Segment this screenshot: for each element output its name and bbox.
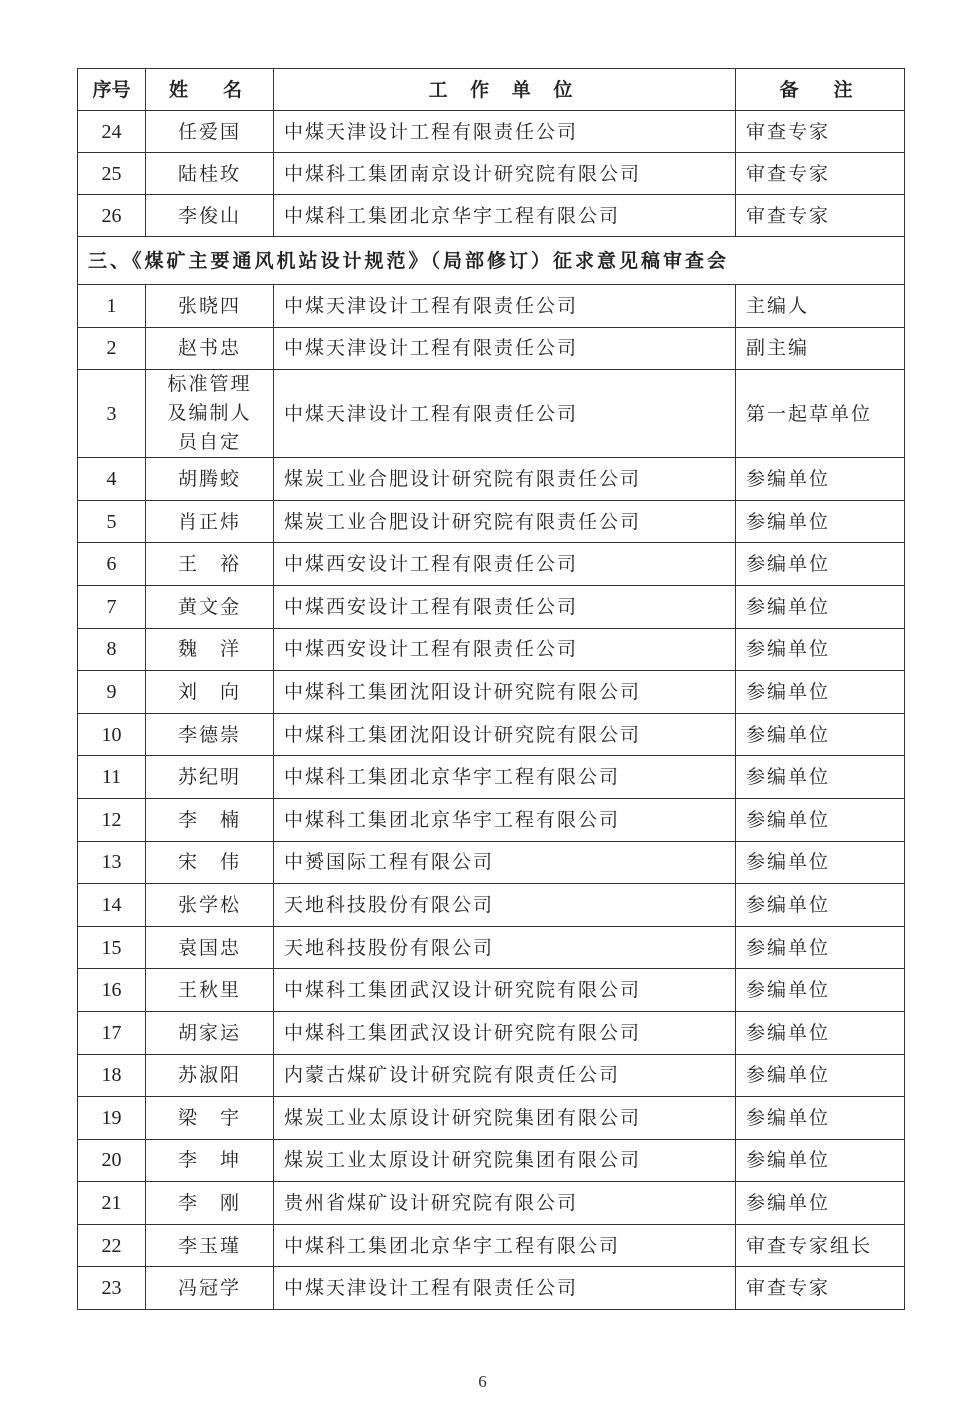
- row-name: 李俊山: [146, 195, 274, 237]
- row-note: 参编单位: [736, 884, 905, 927]
- row-number: 23: [78, 1267, 146, 1310]
- row-name: 任爱国: [146, 111, 274, 153]
- table-row: [78, 1011, 905, 1054]
- row-name: 张晓四: [146, 285, 274, 328]
- row-note: 参编单位: [736, 756, 905, 799]
- row-name: 李 刚: [146, 1182, 274, 1225]
- row-number: 24: [78, 111, 146, 153]
- row-name: 刘 向: [146, 671, 274, 714]
- table-row: [78, 926, 905, 969]
- row-unit: 中煤西安设计工程有限责任公司: [274, 585, 736, 628]
- row-number: 16: [78, 969, 146, 1012]
- row-note: 审查专家: [736, 111, 905, 153]
- participants-table: [77, 68, 905, 1310]
- table-row: [78, 327, 905, 370]
- page-number: 6: [478, 1372, 487, 1391]
- row-note: 审查专家: [736, 153, 905, 195]
- row-name: 袁国忠: [146, 926, 274, 969]
- table-row: [78, 585, 905, 628]
- table-row: [78, 458, 905, 501]
- table-row: [78, 1267, 905, 1310]
- table-row: [78, 1054, 905, 1097]
- row-name: [146, 370, 274, 458]
- row-note: 参编单位: [736, 1054, 905, 1097]
- row-note: 参编单位: [736, 585, 905, 628]
- table-row: [78, 671, 905, 714]
- row-unit: 煤炭工业太原设计研究院集团有限公司: [274, 1139, 736, 1182]
- row-note: 主编人: [736, 285, 905, 328]
- section-title: 三、《煤矿主要通风机站设计规范》（局部修订）征求意见稿审查会: [78, 237, 905, 285]
- row-note: 参编单位: [736, 458, 905, 501]
- row-number: 25: [78, 153, 146, 195]
- row-number: 12: [78, 798, 146, 841]
- row-name: 王 裕: [146, 543, 274, 586]
- row-note: 参编单位: [736, 1097, 905, 1140]
- table-row: [78, 285, 905, 328]
- table-row: [78, 153, 905, 195]
- row-unit: 贵州省煤矿设计研究院有限公司: [274, 1182, 736, 1225]
- row-name: 黄文金: [146, 585, 274, 628]
- row-name: 苏纪明: [146, 756, 274, 799]
- row-name: 冯冠学: [146, 1267, 274, 1310]
- row-note: 副主编: [736, 327, 905, 370]
- table-row: [78, 111, 905, 153]
- row-number: 19: [78, 1097, 146, 1140]
- row-number: 5: [78, 500, 146, 543]
- table-row: [78, 841, 905, 884]
- row-unit: 中煤天津设计工程有限责任公司: [274, 327, 736, 370]
- table-row: [78, 884, 905, 927]
- row-note: 参编单位: [736, 1139, 905, 1182]
- section-row: [78, 237, 905, 285]
- table-row: [78, 500, 905, 543]
- header-no: 序号: [78, 69, 146, 111]
- table-row: [78, 756, 905, 799]
- row-number: 21: [78, 1182, 146, 1225]
- row-number: 4: [78, 458, 146, 501]
- row-name: 陆桂玫: [146, 153, 274, 195]
- row-number: 26: [78, 195, 146, 237]
- row-name: 肖正炜: [146, 500, 274, 543]
- row-name: 张学松: [146, 884, 274, 927]
- row-number: 6: [78, 543, 146, 586]
- row-unit: 中煤科工集团南京设计研究院有限公司: [274, 153, 736, 195]
- row-number: 20: [78, 1139, 146, 1182]
- table-row: [78, 713, 905, 756]
- row-name: 宋 伟: [146, 841, 274, 884]
- row-unit: 内蒙古煤矿设计研究院有限责任公司: [274, 1054, 736, 1097]
- table-row: [78, 1182, 905, 1225]
- row-unit: 中煤科工集团北京华宇工程有限公司: [274, 1224, 736, 1267]
- row-name: 王秋里: [146, 969, 274, 1012]
- row-number: 10: [78, 713, 146, 756]
- header-row: [78, 69, 905, 111]
- row-note: 参编单位: [736, 543, 905, 586]
- header-note: 备 注: [736, 69, 905, 111]
- row-note: 参编单位: [736, 713, 905, 756]
- row-name: 梁 宇: [146, 1097, 274, 1140]
- row-note: 第一起草单位: [736, 370, 905, 458]
- row-unit: 中煤科工集团武汉设计研究院有限公司: [274, 969, 736, 1012]
- table-row: [78, 1224, 905, 1267]
- row-number: 18: [78, 1054, 146, 1097]
- row-unit: 煤炭工业合肥设计研究院有限责任公司: [274, 458, 736, 501]
- table-row: [78, 1097, 905, 1140]
- row-note: 参编单位: [736, 926, 905, 969]
- row-number: 9: [78, 671, 146, 714]
- row-number: 1: [78, 285, 146, 328]
- row-name: 李玉瑾: [146, 1224, 274, 1267]
- row-number: 13: [78, 841, 146, 884]
- row-unit: 中煤西安设计工程有限责任公司: [274, 543, 736, 586]
- table-row: [78, 195, 905, 237]
- table-body: [78, 69, 905, 1310]
- row-name: 苏淑阳: [146, 1054, 274, 1097]
- row-unit: 中煤西安设计工程有限责任公司: [274, 628, 736, 671]
- row-unit: 中煤天津设计工程有限责任公司: [274, 111, 736, 153]
- row-note: 参编单位: [736, 798, 905, 841]
- row-note: 参编单位: [736, 500, 905, 543]
- row-number: 22: [78, 1224, 146, 1267]
- row-name-text: 标准管理及编制人员自定: [167, 373, 252, 454]
- row-unit: 中煤科工集团沈阳设计研究院有限公司: [274, 671, 736, 714]
- table-row: [78, 543, 905, 586]
- row-unit: 天地科技股份有限公司: [274, 926, 736, 969]
- row-unit: 中煤科工集团北京华宇工程有限公司: [274, 756, 736, 799]
- row-name: 赵书忠: [146, 327, 274, 370]
- row-note: 审查专家: [736, 1267, 905, 1310]
- row-unit: 中煤科工集团北京华宇工程有限公司: [274, 195, 736, 237]
- row-number: 8: [78, 628, 146, 671]
- row-note: 审查专家: [736, 195, 905, 237]
- table-row: [78, 798, 905, 841]
- row-note: 参编单位: [736, 1182, 905, 1225]
- row-note: 参编单位: [736, 969, 905, 1012]
- row-note: 参编单位: [736, 841, 905, 884]
- row-unit: 中赟国际工程有限公司: [274, 841, 736, 884]
- row-unit: 中煤科工集团北京华宇工程有限公司: [274, 798, 736, 841]
- row-unit: 煤炭工业太原设计研究院集团有限公司: [274, 1097, 736, 1140]
- row-number: 3: [78, 370, 146, 458]
- row-number: 15: [78, 926, 146, 969]
- row-unit: 煤炭工业合肥设计研究院有限责任公司: [274, 500, 736, 543]
- row-name: 李 楠: [146, 798, 274, 841]
- row-unit: 中煤科工集团沈阳设计研究院有限公司: [274, 713, 736, 756]
- row-number: 11: [78, 756, 146, 799]
- header-name: 姓 名: [146, 69, 274, 111]
- row-unit: 中煤天津设计工程有限责任公司: [274, 370, 736, 458]
- row-unit: 天地科技股份有限公司: [274, 884, 736, 927]
- row-name: 李德崇: [146, 713, 274, 756]
- table-row: [78, 370, 905, 458]
- table-row: [78, 969, 905, 1012]
- row-number: 17: [78, 1011, 146, 1054]
- row-number: 7: [78, 585, 146, 628]
- table-row: [78, 628, 905, 671]
- row-name: 胡腾蛟: [146, 458, 274, 501]
- header-unit: 工 作 单 位: [274, 69, 736, 111]
- row-number: 14: [78, 884, 146, 927]
- row-unit: 中煤天津设计工程有限责任公司: [274, 285, 736, 328]
- row-name: 胡家运: [146, 1011, 274, 1054]
- row-note: 参编单位: [736, 1011, 905, 1054]
- row-unit: 中煤天津设计工程有限责任公司: [274, 1267, 736, 1310]
- table-row: [78, 1139, 905, 1182]
- row-name: 魏 洋: [146, 628, 274, 671]
- row-note: 参编单位: [736, 671, 905, 714]
- row-unit: 中煤科工集团武汉设计研究院有限公司: [274, 1011, 736, 1054]
- row-note: 参编单位: [736, 628, 905, 671]
- row-note: 审查专家组长: [736, 1224, 905, 1267]
- row-number: 2: [78, 327, 146, 370]
- row-name: 李 坤: [146, 1139, 274, 1182]
